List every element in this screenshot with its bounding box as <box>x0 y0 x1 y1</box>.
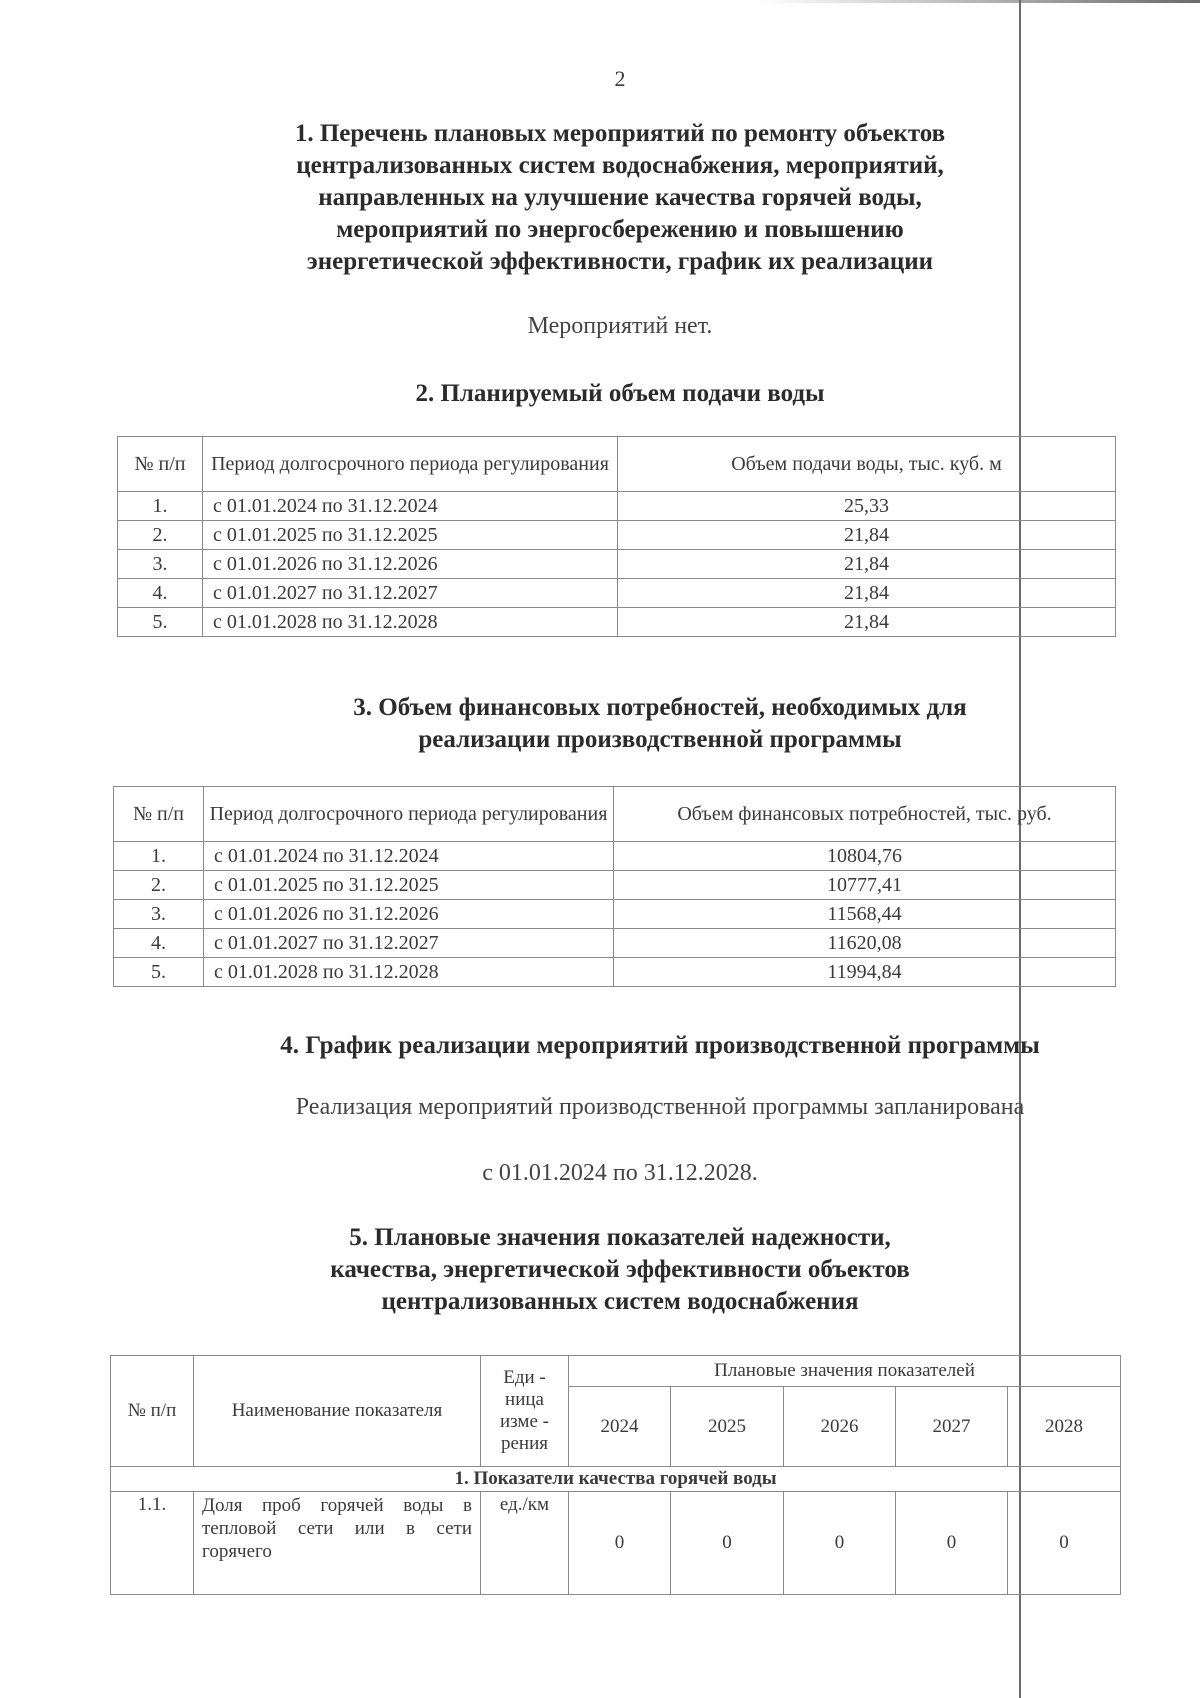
row-value-2025: 0 <box>671 1492 784 1595</box>
row-value: 21,84 <box>618 521 1116 550</box>
section2-title: 2. Планируемый объем подачи воды <box>415 380 825 407</box>
section5-title <box>0 1222 1200 1318</box>
row-period: с 01.01.2027 по 31.12.2027 <box>204 929 614 958</box>
table-row <box>114 900 1116 929</box>
row-num: 3. <box>118 550 203 579</box>
row-period: с 01.01.2028 по 31.12.2028 <box>203 608 618 637</box>
table-header-row <box>114 787 1116 842</box>
water-supply-table <box>117 436 1116 637</box>
table-row <box>118 492 1116 521</box>
header-period: Период долгосрочного периода регулирования <box>203 437 618 492</box>
row-unit: ед./км <box>481 1492 569 1595</box>
row-num: 1.1. <box>111 1492 194 1595</box>
header-num: № п/п <box>118 437 203 492</box>
header-period: Период долгосрочного периода регулирования <box>204 787 614 842</box>
section1-title-line: энергетической эффективности, график их реализации <box>306 248 934 275</box>
row-value: 21,84 <box>618 608 1116 637</box>
row-value-2027: 0 <box>896 1492 1008 1595</box>
indicators-table <box>110 1355 1121 1595</box>
row-value-2026: 0 <box>784 1492 896 1595</box>
table-row <box>118 521 1116 550</box>
row-value: 21,84 <box>618 550 1116 579</box>
header-name: Наименование показателя <box>194 1356 481 1467</box>
table-row <box>118 579 1116 608</box>
row-value: 10804,76 <box>614 842 1116 871</box>
row-num: 1. <box>118 492 203 521</box>
row-num: 2. <box>114 871 204 900</box>
row-num: 4. <box>118 579 203 608</box>
table-row <box>114 871 1116 900</box>
row-period: с 01.01.2026 по 31.12.2026 <box>204 900 614 929</box>
header-num: № п/п <box>114 787 204 842</box>
table-row <box>118 608 1116 637</box>
row-period: с 01.01.2028 по 31.12.2028 <box>204 958 614 987</box>
header-unit: Еди - ница изме - рения <box>481 1356 569 1467</box>
row-period: с 01.01.2027 по 31.12.2027 <box>203 579 618 608</box>
row-name: Доля проб горячей воды в тепловой сети или в сети горячего <box>194 1492 481 1595</box>
scan-top-edge-line <box>760 0 1200 3</box>
header-year: 2028 <box>1008 1387 1121 1467</box>
header-year: 2027 <box>896 1387 1008 1467</box>
table-row <box>114 958 1116 987</box>
table-section-row <box>111 1467 1121 1492</box>
header-num: № п/п <box>111 1356 194 1467</box>
row-num: 1. <box>114 842 204 871</box>
row-period: с 01.01.2024 по 31.12.2024 <box>204 842 614 871</box>
section5-title-line: централизованных систем водоснабжения <box>381 1288 859 1315</box>
section1-title-line: 1. Перечень плановых мероприятий по ремонту объектов <box>294 120 946 147</box>
table-row <box>111 1492 1121 1595</box>
row-num: 3. <box>114 900 204 929</box>
table-header-row <box>118 437 1116 492</box>
section3-title-line: 3. Объем финансовых потребностей, необходимых для <box>353 694 967 721</box>
section5-title-line: качества, энергетической эффективности объектов <box>330 1256 910 1283</box>
row-value: 21,84 <box>618 579 1116 608</box>
table-row <box>118 550 1116 579</box>
table-header-row <box>111 1356 1121 1387</box>
section3-title-line: реализации производственной программы <box>418 726 902 753</box>
section1-title-line: централизованных систем водоснабжения, мероприятий, <box>296 152 944 179</box>
section1-title <box>0 118 1200 278</box>
row-value: 11568,44 <box>614 900 1116 929</box>
row-period: с 01.01.2025 по 31.12.2025 <box>203 521 618 550</box>
table-row <box>114 842 1116 871</box>
header-year: 2025 <box>671 1387 784 1467</box>
section1-text: Мероприятий нет. <box>527 313 713 339</box>
row-period: с 01.01.2025 по 31.12.2025 <box>204 871 614 900</box>
header-volume: Объем финансовых потребностей, тыс. руб. <box>614 787 1116 842</box>
row-period: с 01.01.2024 по 31.12.2024 <box>203 492 618 521</box>
subsection-title: 1. Показатели качества горячей воды <box>111 1467 1121 1492</box>
section5-title-line: 5. Плановые значения показателей надежности, <box>349 1224 891 1251</box>
section4-text-line2: с 01.01.2024 по 31.12.2028. <box>482 1160 758 1186</box>
row-num: 2. <box>118 521 203 550</box>
row-value: 25,33 <box>618 492 1116 521</box>
row-value: 10777,41 <box>614 871 1116 900</box>
section3-title <box>40 692 1200 756</box>
header-planned: Плановые значения показателей <box>569 1356 1121 1387</box>
section1-title-line: мероприятий по энергосбережению и повышению <box>336 216 904 243</box>
row-period: с 01.01.2026 по 31.12.2026 <box>203 550 618 579</box>
row-value: 11620,08 <box>614 929 1116 958</box>
header-year: 2024 <box>569 1387 671 1467</box>
row-num: 5. <box>118 608 203 637</box>
section4-title: 4. График реализации мероприятий производственной программы <box>280 1032 1040 1059</box>
row-num: 5. <box>114 958 204 987</box>
header-volume: Объем подачи воды, тыс. куб. м <box>618 437 1116 492</box>
section1-title-line: направленных на улучшение качества горячей воды, <box>318 184 922 211</box>
table-row <box>114 929 1116 958</box>
section4-text-line1: Реализация мероприятий производственной программы запланирована <box>295 1094 1025 1120</box>
row-num: 4. <box>114 929 204 958</box>
header-year: 2026 <box>784 1387 896 1467</box>
row-value-2024: 0 <box>569 1492 671 1595</box>
row-value: 11994,84 <box>614 958 1116 987</box>
page-number: 2 <box>614 66 626 91</box>
row-value-2028: 0 <box>1008 1492 1121 1595</box>
financial-needs-table <box>113 786 1116 987</box>
